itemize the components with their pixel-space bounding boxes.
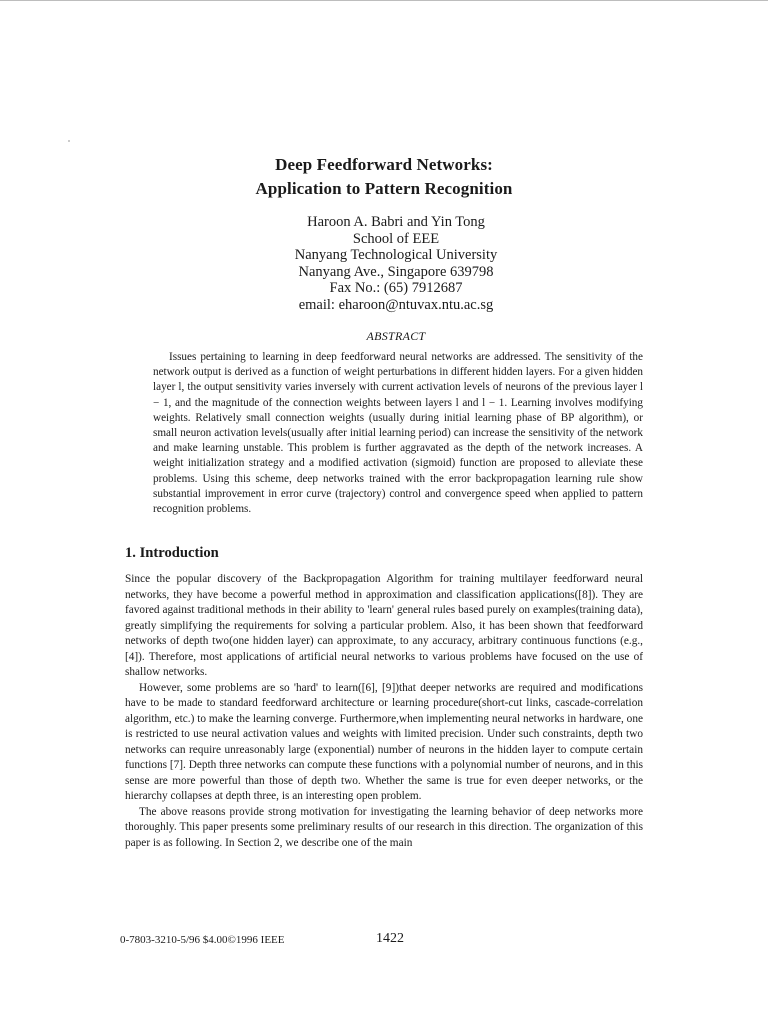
author-email: email: eharoon@ntuvax.ntu.ac.sg — [298, 296, 494, 313]
scan-speck — [68, 140, 70, 142]
title-line-2: Application to Pattern Recognition — [255, 179, 513, 198]
footer-copyright: 0-7803-3210-5/96 $4.00©1996 IEEE — [120, 934, 285, 946]
author-info — [0, 214, 768, 314]
title-line-1: Deep Feedforward Networks: — [275, 155, 493, 174]
author-names: Haroon A. Babri and Yin Tong — [307, 214, 485, 230]
intro-paragraph-3: The above reasons provide strong motivation for investigating the learning behavior of deep networks more thoroughly. This paper presents some preliminary results of our research in this direction. The organization of this paper is as following. In Section 2, we describe one of the main — [125, 805, 643, 849]
abstract-text: Issues pertaining to learning in deep feedforward neural networks are addressed. The sensitivity of the network output is derived as a function of weight perturbations in different hidden layers. For a given hidden layer l, the output sensitivity varies inversely with current activation levels of neurons of the previous layer l − 1, and the magnitude of the connection weights between layers l and l − 1. Learning involves modifying weights. Relatively small connection weights (usually during initial learning phase of BP algorithm), or small neuron activation levels(usually after initial learning period) can increase the sensitivity of the network and make learning unstable. This problem is further aggravated as the depth of the network increases. A weight initialization strategy and a modified activation (sigmoid) function are proposed to alleviate these problems. Using this scheme, deep networks trained with the error backpropagation learning rule show substantial improvement in error curve (trajectory) control and convergence speed when applied to pattern recognition problems. — [153, 351, 643, 516]
introduction-body — [125, 572, 643, 851]
section-heading-introduction: 1. Introduction — [125, 545, 219, 561]
intro-paragraph-1: Since the popular discovery of the Backpropagation Algorithm for training multilayer feedforward neural networks, they have become a powerful method in approximation and classification applications([8]). They are favored against traditional methods in their ability to 'learn' general rules based purely on examples(training data), greatly simplifying the requirements for solving a particular problem. Also, it has been shown that feedforward networks of depth two(one hidden layer) can approximate, to any accuracy, arbitrary continuous functions (e.g., [4]). Therefore, most applications of artificial neural networks to various problems have focused on the use of shallow networks. — [125, 573, 643, 678]
author-university: Nanyang Technological University — [294, 247, 498, 264]
page-number: 1422 — [376, 931, 404, 946]
page-top-edge — [0, 0, 768, 1]
author-address: Nanyang Ave., Singapore 639798 — [298, 263, 494, 280]
intro-paragraph-2: However, some problems are so 'hard' to learn([6], [9])that deeper networks are required and modifications have to be made to standard feedforward architecture or learning procedure(short-cut links, cascade-correlation algorithm, etc.) to make the learning converge. Furthermore,when implementing neural networks in hardware, one is restricted to use neural activation values and weights with limited precision. Under such constraints, depth two networks can require unreasonably large (exponential) number of neurons in the hidden layer to compute certain functions [7]. Depth three networks can compute these functions with a polynomial number of neurons, and in this sense are more powerful than those of depth two. Whether the same is true for even deeper networks, or the hierarchy collapses at depth three, is an interesting open problem. — [125, 681, 643, 802]
author-school: School of EEE — [352, 230, 440, 247]
paper-title — [0, 153, 768, 201]
author-fax: Fax No.: (65) 7912687 — [329, 280, 463, 297]
abstract-heading: ABSTRACT — [366, 329, 426, 343]
